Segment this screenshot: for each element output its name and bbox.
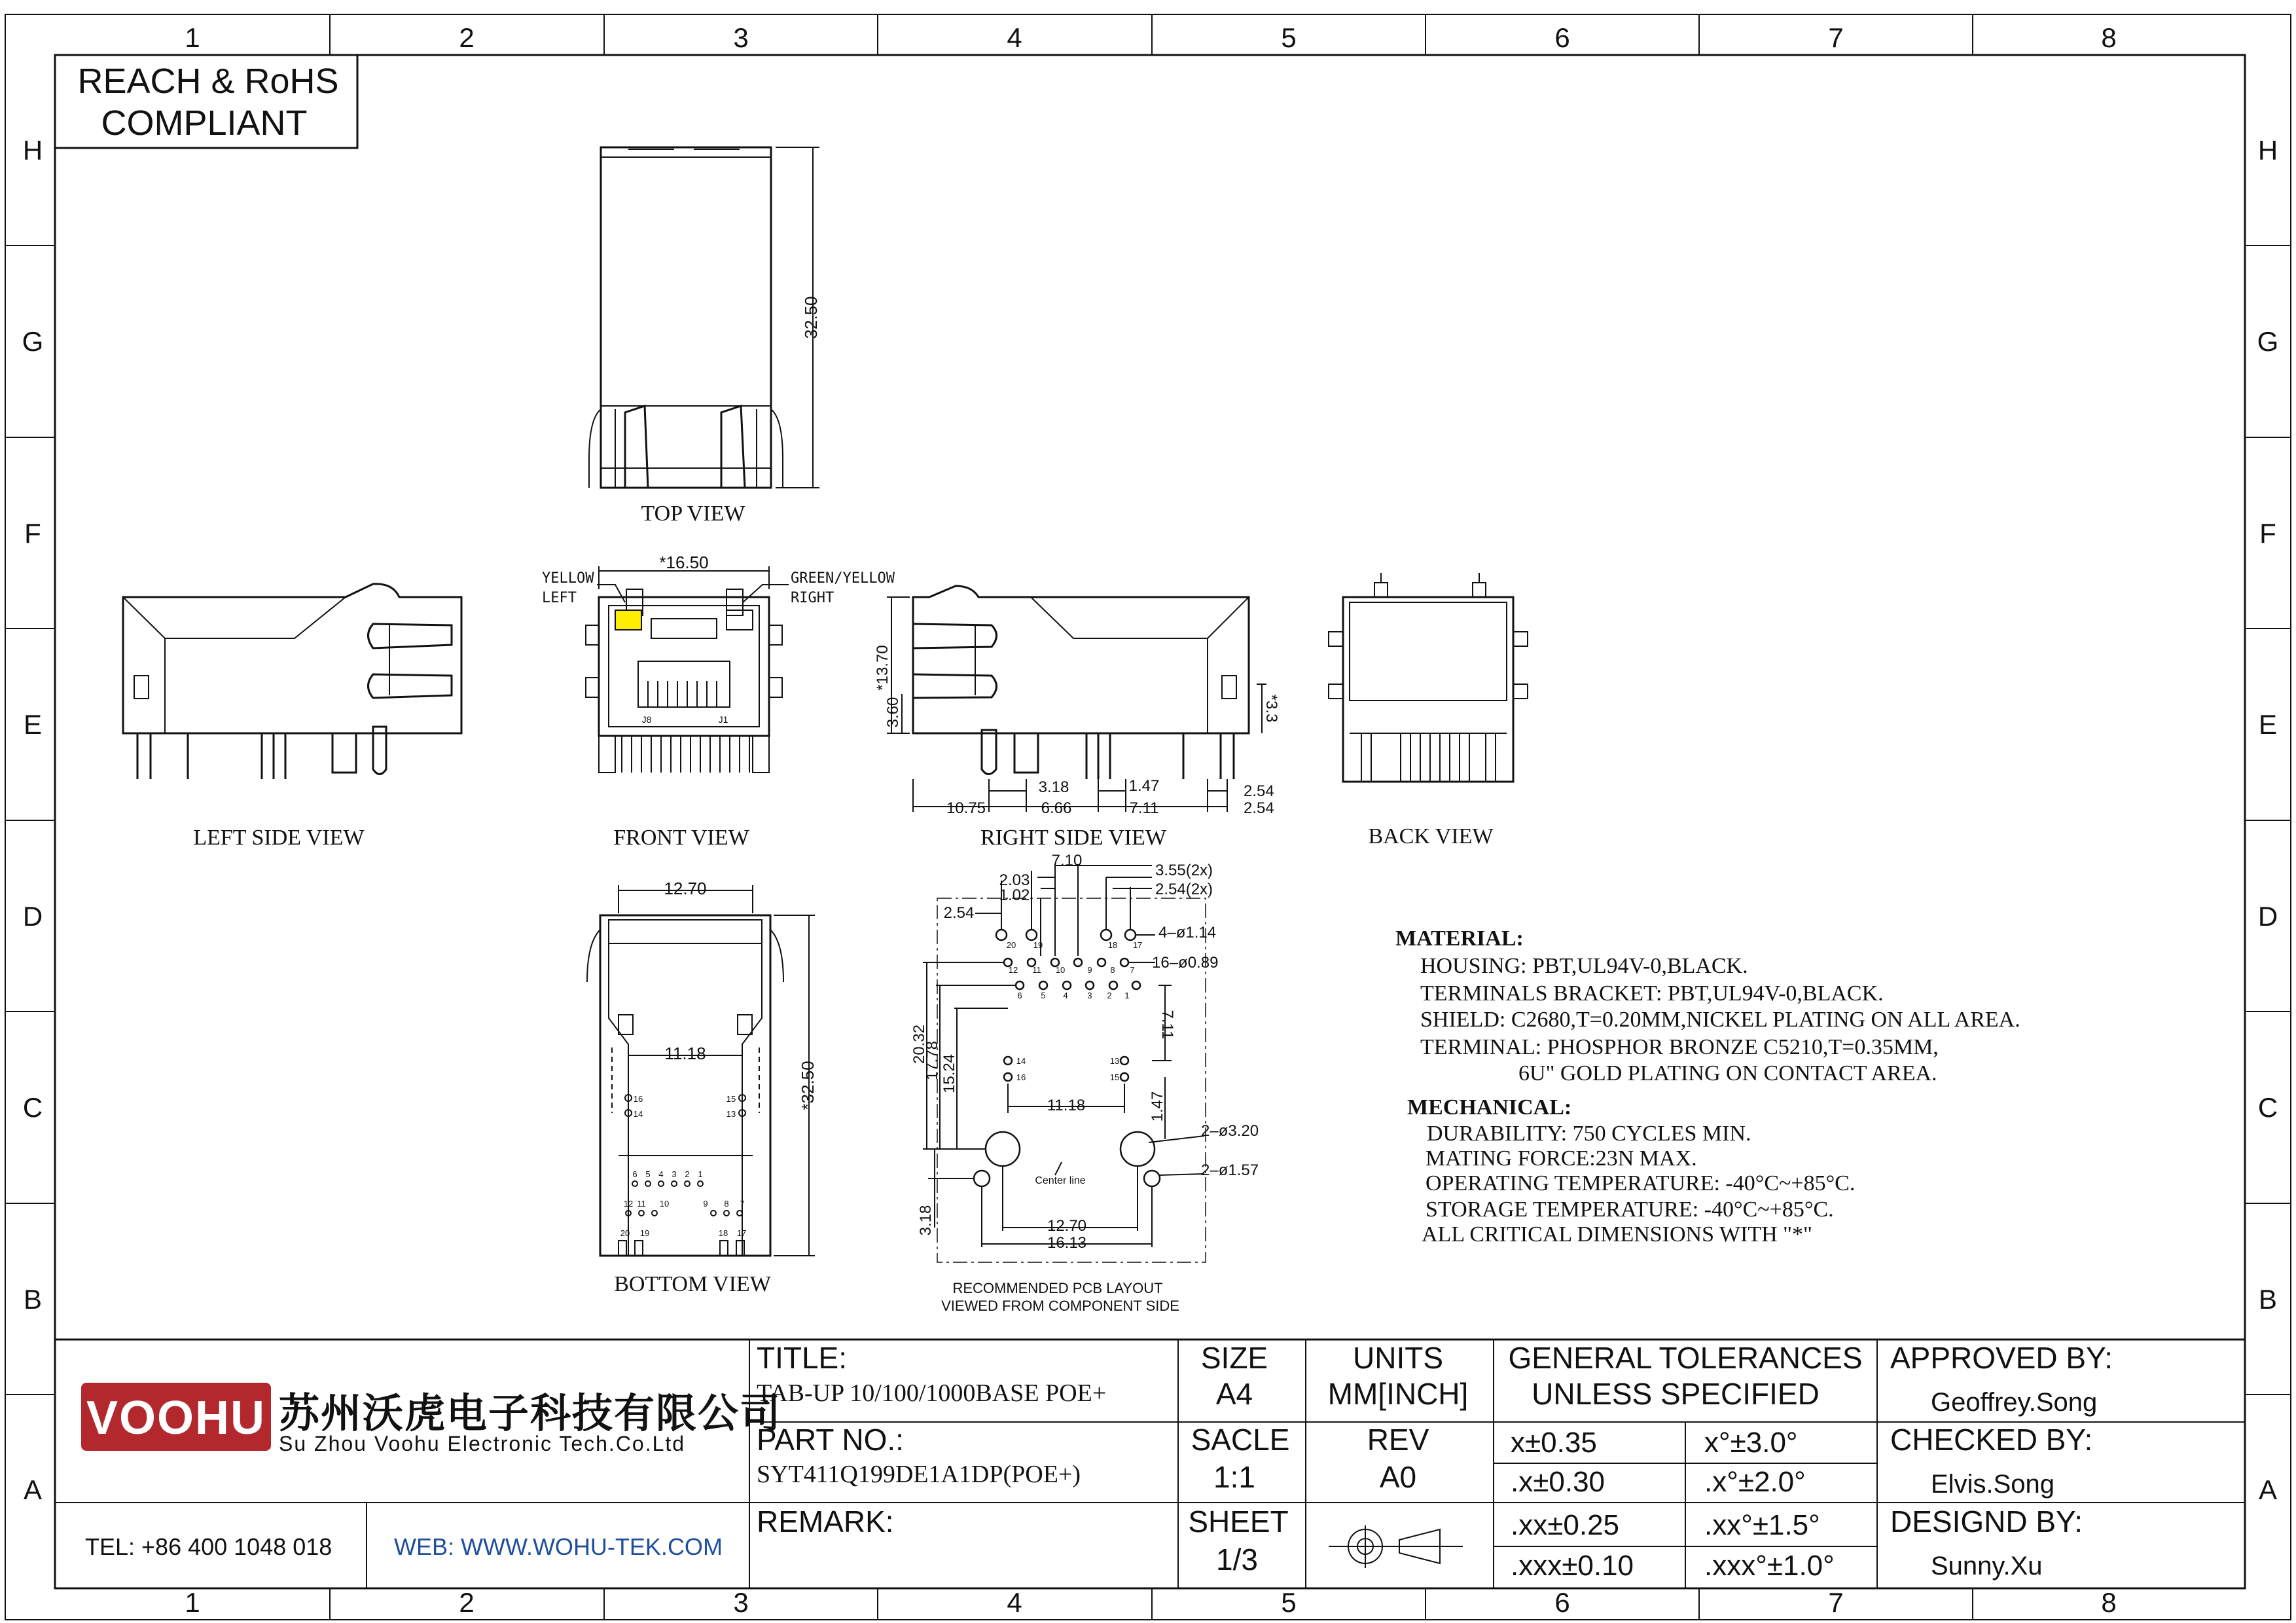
- right-dim-height: *13.70: [874, 645, 891, 691]
- logo-text: VOOHU: [86, 1392, 266, 1444]
- zone-row-E-left: E: [23, 709, 43, 740]
- pcb-pad-1: 1: [1124, 991, 1130, 1000]
- right-dim-666: 6.66: [1041, 799, 1072, 817]
- pcb-dim-203: 2.03: [999, 871, 1030, 889]
- designed-by-value: Sunny.Xu: [1931, 1552, 2043, 1580]
- zone-row-H-left: H: [22, 135, 43, 166]
- company-name-cn: 苏州沃虎电子科技有限公司: [279, 1391, 782, 1436]
- tolerance-angular-1: x°±3.0°: [1704, 1427, 1798, 1459]
- zone-col-6-bottom: 6: [1554, 1587, 1570, 1618]
- pcb-layout: [910, 852, 1259, 1314]
- zone-col-4-top: 4: [1007, 22, 1022, 53]
- bottom-pin-17: 17: [736, 1228, 747, 1238]
- approved-by-label: APPROVED BY:: [1890, 1341, 2113, 1375]
- bottom-pin-1: 1: [698, 1169, 703, 1179]
- tolerance-title-1: GENERAL TOLERANCES: [1508, 1341, 1863, 1375]
- right-dim-711: 7.11: [1129, 799, 1159, 817]
- top-view-label: TOP VIEW: [641, 501, 745, 526]
- pcb-dim-2032: 20.32: [910, 1024, 928, 1065]
- right-dim-1075: 10.75: [946, 799, 986, 817]
- top-view: [589, 147, 821, 526]
- projection-symbol-icon: [1329, 1525, 1463, 1568]
- bottom-pin-4: 4: [658, 1169, 664, 1179]
- front-view: [542, 553, 895, 850]
- pcb-dim-102: 1.02: [999, 886, 1030, 904]
- material-line-3: SHIELD: C2680,T=0.20MM,NICKEL PLATING ON ALL AREA.: [1420, 1008, 2020, 1032]
- pcb-note-line-1: RECOMMENDED PCB LAYOUT: [952, 1280, 1163, 1296]
- right-side-view-label: RIGHT SIDE VIEW: [980, 826, 1166, 850]
- mechanical-line-2: MATING FORCE:23N MAX.: [1426, 1146, 1697, 1171]
- tolerance-angular-4: .xxx°±1.0°: [1704, 1550, 1835, 1582]
- pcb-pad-20: 20: [1006, 940, 1016, 950]
- tolerance-linear-3: .xx±0.25: [1511, 1509, 1620, 1541]
- pcb-dim-1524: 15.24: [941, 1053, 958, 1094]
- pcb-pad-5: 5: [1041, 991, 1046, 1000]
- sheet-label: SHEET: [1188, 1504, 1289, 1539]
- pcb-pad-17: 17: [1132, 940, 1143, 950]
- compliance-box: [55, 55, 357, 148]
- zone-row-B-left: B: [23, 1284, 43, 1315]
- bottom-pin-7: 7: [740, 1199, 745, 1209]
- company-tel: TEL: +86 400 1048 018: [85, 1533, 332, 1560]
- pcb-dim-254x: 2.54(2x): [1155, 881, 1213, 898]
- zone-col-1-bottom: 1: [185, 1587, 200, 1618]
- company-name-en: Su Zhou Voohu Electronic Tech.Co.Ltd: [279, 1432, 686, 1455]
- pcb-dim-254: 2.54: [943, 904, 975, 922]
- right-dim-33: *3.3: [1263, 694, 1280, 723]
- zone-col-2-bottom: 2: [459, 1587, 475, 1618]
- left-side-view: [123, 584, 461, 850]
- top-view-dim-length: 32.50: [801, 296, 821, 339]
- rev-value: A0: [1379, 1460, 1417, 1494]
- bottom-pin-8: 8: [724, 1199, 729, 1209]
- pcb-pad-6: 6: [1017, 991, 1022, 1000]
- bottom-pin-15: 15: [726, 1094, 736, 1104]
- bottom-pin-5: 5: [645, 1169, 651, 1179]
- tolerance-title-2: UNLESS SPECIFIED: [1532, 1377, 1820, 1411]
- mechanical-line-3: OPERATING TEMPERATURE: -40°C~+85°C.: [1426, 1171, 1856, 1195]
- tolerance-linear-4: .xxx±0.10: [1511, 1550, 1634, 1582]
- part-number-value: SYT411Q199DE1A1DP(POE+): [757, 1461, 1081, 1488]
- bottom-pin-11: 11: [637, 1199, 646, 1209]
- zone-col-8-top: 8: [2101, 22, 2117, 53]
- back-view: [1329, 573, 1528, 848]
- title-block: [55, 1340, 2245, 1588]
- front-led-left-color: YELLOW: [542, 570, 594, 587]
- right-side-view: [874, 586, 1280, 850]
- pcb-dim-710: 7.10: [1051, 852, 1083, 869]
- mechanical-line-4: STORAGE TEMPERATURE: -40°C~+85°C.: [1426, 1197, 1834, 1222]
- front-led-left-side: LEFT: [542, 590, 577, 606]
- sheet-value: 1/3: [1216, 1542, 1258, 1577]
- part-number-label: PART NO.:: [757, 1423, 904, 1457]
- pcb-dim-114: 4–ø1.14: [1158, 924, 1217, 941]
- tolerance-linear-2: .x±0.30: [1511, 1466, 1605, 1498]
- tolerance-angular-3: .xx°±1.5°: [1704, 1509, 1820, 1541]
- zone-row-D-right: D: [2257, 901, 2278, 932]
- zone-row-F-right: F: [2259, 518, 2276, 549]
- voohu-logo: [81, 1383, 271, 1451]
- material-line-2: TERMINALS BRACKET: PBT,UL94V-0,BLACK.: [1420, 981, 1884, 1006]
- compliance-line-1: REACH & RoHS: [77, 62, 339, 101]
- pcb-dim-147: 1.47: [1149, 1091, 1166, 1122]
- back-view-label: BACK VIEW: [1368, 824, 1494, 848]
- pcb-dim-089: 16–ø0.89: [1152, 954, 1219, 972]
- front-led-right-side: RIGHT: [791, 590, 834, 606]
- checked-by-value: Elvis.Song: [1931, 1470, 2054, 1499]
- zone-col-3-top: 3: [733, 22, 749, 53]
- mechanical-line-1: DURABILITY: 750 CYCLES MIN.: [1427, 1122, 1751, 1146]
- bottom-pin-19: 19: [639, 1228, 650, 1238]
- pcb-centerline-label: Center line: [1035, 1175, 1086, 1186]
- front-dim-width: *16.50: [659, 553, 709, 572]
- rev-label: REV: [1367, 1423, 1429, 1457]
- bottom-view-label: BOTTOM VIEW: [614, 1272, 771, 1296]
- units-value: MM[INCH]: [1327, 1377, 1469, 1411]
- zone-row-G-right: G: [2257, 326, 2279, 357]
- material-line-4: TERMINAL: PHOSPHOR BRONZE C5210,T=0.35MM,: [1420, 1035, 1939, 1059]
- pcb-dim-1270: 12.70: [1047, 1217, 1087, 1235]
- zone-row-E-right: E: [2258, 709, 2278, 740]
- bottom-pin-6: 6: [632, 1169, 637, 1179]
- zone-row-F-left: F: [24, 518, 41, 549]
- pcb-dim-711: 7.11: [1158, 1010, 1176, 1040]
- compliance-line-2: COMPLIANT: [101, 103, 308, 143]
- green-yellow-led-indicator: [726, 610, 753, 630]
- pcb-dim-1778: 17.78: [924, 1040, 941, 1081]
- pcb-dim-355: 3.55(2x): [1155, 862, 1213, 879]
- sheet-border: [5, 14, 2291, 1620]
- zone-row-H-right: H: [2257, 135, 2278, 166]
- left-side-view-label: LEFT SIDE VIEW: [193, 826, 365, 850]
- bottom-dim-3250: *32.50: [798, 1061, 817, 1110]
- checked-by-label: CHECKED BY:: [1890, 1423, 2093, 1457]
- mechanical-heading: MECHANICAL:: [1407, 1095, 1572, 1120]
- notes-block: [1395, 926, 2020, 1247]
- pcb-pad-15: 15: [1109, 1072, 1120, 1082]
- pcb-pad-4: 4: [1063, 991, 1068, 1000]
- company-web: WEB: WWW.WOHU-TEK.COM: [394, 1533, 723, 1560]
- title-value: TAB-UP 10/100/1000BASE POE+: [757, 1379, 1107, 1407]
- mechanical-line-5: ALL CRITICAL DIMENSIONS WITH "*": [1422, 1222, 1812, 1247]
- pcb-pad-7: 7: [1130, 965, 1135, 975]
- zone-col-1-top: 1: [185, 22, 200, 53]
- designed-by-label: DESIGND BY:: [1890, 1504, 2083, 1539]
- pcb-pad-2: 2: [1107, 991, 1112, 1000]
- pcb-pad-12: 12: [1008, 965, 1018, 975]
- pcb-pad-13: 13: [1109, 1056, 1120, 1066]
- pcb-dim-1613: 16.13: [1047, 1234, 1087, 1252]
- zone-col-6-top: 6: [1554, 22, 1570, 53]
- zone-row-A-left: A: [23, 1474, 43, 1505]
- size-label: SIZE: [1200, 1341, 1268, 1375]
- scale-value: 1:1: [1213, 1460, 1255, 1494]
- bottom-pin-20: 20: [620, 1228, 630, 1238]
- zone-col-2-top: 2: [459, 22, 475, 53]
- zone-col-7-top: 7: [1828, 22, 1844, 53]
- front-led-right-color: GREEN/YELLOW: [791, 570, 895, 587]
- zone-row-G-left: G: [22, 326, 44, 357]
- pcb-pad-19: 19: [1033, 940, 1043, 950]
- pcb-pad-10: 10: [1055, 965, 1066, 975]
- pcb-dim-318: 3.18: [917, 1205, 935, 1236]
- pcb-pad-18: 18: [1107, 940, 1118, 950]
- pcb-dim-157: 2–ø1.57: [1201, 1161, 1259, 1179]
- pcb-pad-16: 16: [1016, 1072, 1026, 1082]
- scale-label: SACLE: [1191, 1423, 1290, 1457]
- zone-row-B-right: B: [2258, 1284, 2278, 1315]
- right-dim-254a: 2.54: [1244, 782, 1274, 800]
- zone-col-3-bottom: 3: [733, 1587, 749, 1618]
- bottom-view: [587, 879, 817, 1296]
- zone-row-A-right: A: [2258, 1474, 2278, 1505]
- zone-col-8-bottom: 8: [2101, 1587, 2117, 1618]
- material-line-5: 6U" GOLD PLATING ON CONTACT AREA.: [1518, 1061, 1937, 1085]
- units-label: UNITS: [1353, 1341, 1443, 1375]
- zone-col-5-bottom: 5: [1281, 1587, 1297, 1618]
- bottom-pin-10: 10: [659, 1199, 670, 1209]
- approved-by-value: Geoffrey.Song: [1931, 1388, 2098, 1417]
- pcb-pad-8: 8: [1110, 965, 1115, 975]
- zone-col-5-top: 5: [1281, 22, 1297, 53]
- yellow-led-indicator: [615, 610, 641, 630]
- pcb-dim-320: 2–ø3.20: [1201, 1122, 1259, 1140]
- bottom-pin-9: 9: [703, 1199, 708, 1209]
- bottom-pin-14: 14: [633, 1109, 643, 1119]
- size-value: A4: [1215, 1377, 1253, 1411]
- bottom-pin-12: 12: [623, 1199, 634, 1209]
- zone-col-7-bottom: 7: [1828, 1587, 1844, 1618]
- pcb-pad-11: 11: [1032, 965, 1041, 975]
- material-line-1: HOUSING: PBT,UL94V-0,BLACK.: [1420, 954, 1748, 978]
- bottom-pin-13: 13: [726, 1109, 736, 1119]
- pcb-dim-1118: 11.18: [1047, 1097, 1086, 1114]
- material-heading: MATERIAL:: [1395, 926, 1524, 951]
- right-dim-254b: 2.54: [1244, 799, 1274, 817]
- front-pin-j1: J1: [718, 714, 728, 725]
- remark-label: REMARK:: [757, 1504, 894, 1539]
- bottom-dim-1270: 12.70: [664, 879, 707, 898]
- pcb-pad-3: 3: [1087, 991, 1092, 1000]
- zone-col-4-bottom: 4: [1007, 1587, 1022, 1618]
- tolerance-linear-1: x±0.35: [1511, 1427, 1597, 1459]
- pcb-pad-14: 14: [1016, 1056, 1026, 1066]
- front-view-label: FRONT VIEW: [613, 826, 749, 850]
- front-pin-j8: J8: [641, 714, 652, 725]
- bottom-pin-3: 3: [672, 1169, 677, 1179]
- bottom-dim-1118: 11.18: [664, 1044, 706, 1063]
- pcb-pad-9: 9: [1087, 965, 1092, 975]
- right-dim-360: 3.60: [884, 697, 902, 728]
- right-dim-147: 1.47: [1128, 777, 1160, 795]
- tolerance-angular-2: .x°±2.0°: [1704, 1466, 1806, 1498]
- zone-row-C-left: C: [22, 1092, 43, 1123]
- pcb-note-line-2: VIEWED FROM COMPONENT SIDE: [941, 1298, 1179, 1314]
- zone-row-D-left: D: [22, 901, 43, 932]
- bottom-pin-18: 18: [718, 1228, 728, 1238]
- zone-row-C-right: C: [2257, 1092, 2278, 1123]
- right-dim-318: 3.18: [1038, 778, 1069, 796]
- bottom-pin-2: 2: [685, 1169, 690, 1179]
- bottom-pin-16: 16: [633, 1094, 643, 1104]
- title-label: TITLE:: [757, 1341, 848, 1375]
